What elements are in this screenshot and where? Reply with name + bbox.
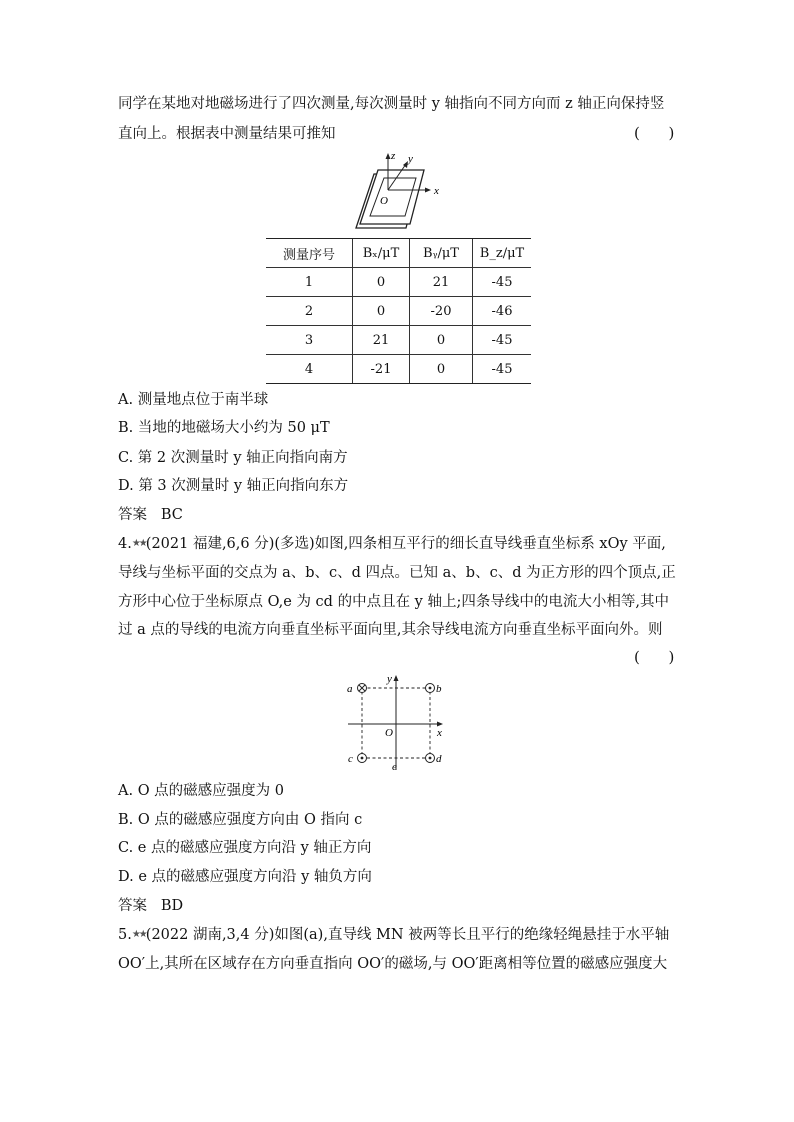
- table-cell: -20: [410, 297, 473, 326]
- q4-option-c: C. e 点的磁感应强度方向沿 y 轴正方向: [118, 840, 372, 856]
- q4-line-1-text: (2021 福建,6,6 分)(多选)如图,四条相互平行的细长直导线垂直坐标系 xOy 平面,: [145, 536, 666, 552]
- table-header-cell: 测量序号: [266, 239, 353, 268]
- label-z: z: [391, 150, 396, 162]
- table-cell: 0: [410, 326, 473, 355]
- table-cell: -45: [473, 326, 532, 355]
- table-header-row: [266, 239, 531, 268]
- q4-answer-paren: ( ): [634, 648, 675, 666]
- q4-option-a: A. O 点的磁感应强度为 0: [118, 783, 285, 799]
- q3-phone-figure: [350, 148, 450, 232]
- table-header-cell: B_z/μT: [473, 239, 532, 268]
- label-b: b: [436, 683, 442, 695]
- answer-value: BC: [160, 507, 183, 523]
- table-row: [266, 268, 531, 297]
- label-o: O: [380, 195, 388, 207]
- q3-intro-line-2: 直向上。根据表中测量结果可推知: [118, 126, 336, 142]
- table-cell: -21: [353, 355, 410, 384]
- q5-line-1-text: (2022 湖南,3,4 分)如图(a),直导线 MN 被两等长且平行的绝缘轻绳悬挂于水平轴: [145, 927, 670, 943]
- q4-line-1: [118, 534, 666, 554]
- q3-intro-line-1: 同学在某地对地磁场进行了四次测量,每次测量时 y 轴指向不同方向而 z 轴正向保持竖: [118, 96, 665, 112]
- q4-answer: [118, 896, 183, 916]
- label-e: e: [392, 761, 397, 773]
- label-o: O: [385, 727, 393, 739]
- q4-line-3: 方形中心位于坐标原点 O,e 为 cd 的中点且在 y 轴上;四条导线中的电流大小相等,其中: [118, 594, 669, 610]
- label-a: a: [347, 683, 353, 695]
- table-cell: 21: [353, 326, 410, 355]
- table-row: [266, 355, 531, 384]
- q3-option-c: C. 第 2 次测量时 y 轴正向指向南方: [118, 450, 348, 466]
- label-x: x: [434, 185, 439, 197]
- q4-line-4: 过 a 点的导线的电流方向垂直坐标平面向里,其余导线电流方向垂直坐标平面向外。则: [118, 622, 663, 638]
- answer-label: 答案: [118, 898, 147, 914]
- q3-option-d: D. 第 3 次测量时 y 轴正向指向东方: [118, 478, 349, 494]
- q5-line-2: OO′上,其所在区域存在方向垂直指向 OO′的磁场,与 OO′距离相等位置的磁感应强度大: [118, 956, 668, 972]
- table-cell: 1: [266, 268, 353, 297]
- table-cell: -45: [473, 355, 532, 384]
- label-d: d: [436, 753, 442, 765]
- q4-line-2: 导线与坐标平面的交点为 a、b、c、d 四点。已知 a、b、c、d 为正方形的四个顶点,正: [118, 565, 676, 581]
- table-cell: 3: [266, 326, 353, 355]
- table-row: [266, 297, 531, 326]
- q4-wire-figure: [340, 670, 452, 774]
- q3-answer-paren: ( ): [634, 124, 675, 142]
- table-cell: 0: [353, 297, 410, 326]
- answer-value: BD: [160, 898, 184, 914]
- table-cell: 4: [266, 355, 353, 384]
- q4-option-d: D. e 点的磁感应强度方向沿 y 轴负方向: [118, 869, 372, 885]
- table-cell: 0: [410, 355, 473, 384]
- table-header-cell: Bₓ/μT: [353, 239, 410, 268]
- q3-measurement-table: [266, 238, 531, 384]
- q3-answer: [118, 505, 183, 525]
- difficulty-stars-icon: ★★: [131, 538, 146, 549]
- table-cell: 2: [266, 297, 353, 326]
- label-y: y: [408, 153, 413, 165]
- q3-option-a: A. 测量地点位于南半球: [118, 392, 269, 408]
- table-cell: -45: [473, 268, 532, 297]
- q4-option-b: B. O 点的磁感应强度方向由 O 指向 c: [118, 812, 363, 828]
- table-cell: -46: [473, 297, 532, 326]
- label-x: x: [437, 727, 442, 739]
- question-number: 5.: [118, 927, 132, 943]
- q3-option-b: B. 当地的地磁场大小约为 50 μT: [118, 420, 330, 436]
- difficulty-stars-icon: ★★: [131, 929, 146, 940]
- table-cell: 21: [410, 268, 473, 297]
- table-header-cell: Bᵧ/μT: [410, 239, 473, 268]
- answer-label: 答案: [118, 507, 147, 523]
- q5-line-1: [118, 925, 669, 945]
- table-row: [266, 326, 531, 355]
- table-cell: 0: [353, 268, 410, 297]
- question-number: 4.: [118, 536, 132, 552]
- label-c: c: [348, 753, 353, 765]
- label-y: y: [387, 673, 392, 685]
